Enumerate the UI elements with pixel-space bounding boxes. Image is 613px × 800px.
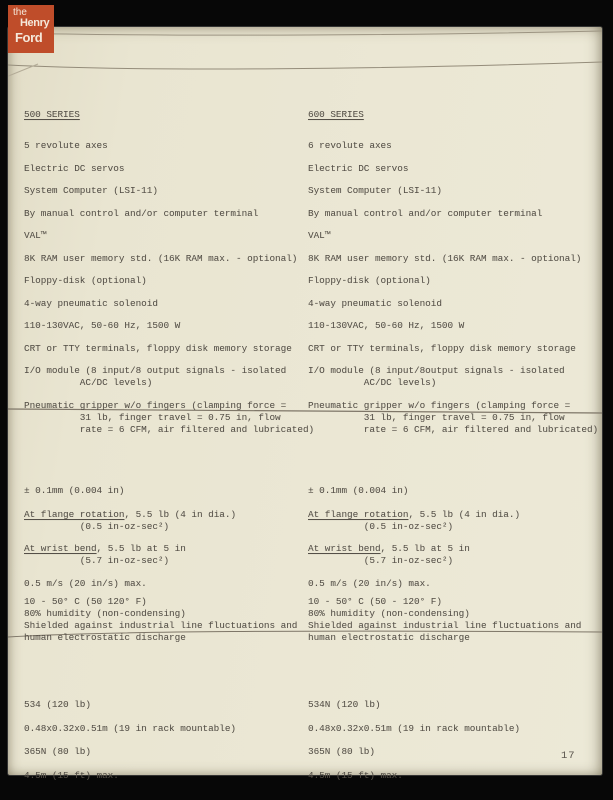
spec-line: I/O module (8 input/8 output signals - isolated <box>24 365 287 376</box>
spec-line: By manual control and/or computer terminal <box>308 207 543 219</box>
spec-line: Pneumatic gripper w/o fingers (clamping force = <box>308 399 571 411</box>
flange-rotation-label: At flange rotation <box>308 509 409 520</box>
spec-line-continuation: AC/DC levels) <box>308 377 437 388</box>
cable-length-line: 4.5m (15 ft) max. <box>308 770 403 781</box>
physical-600 <box>308 699 602 782</box>
wrist-bend-value: , 5.5 lb at 5 in <box>380 543 470 554</box>
env-line: human electrostatic discharge <box>24 632 186 643</box>
wrist-bend-sub: (5.7 in-oz-sec²) <box>24 555 170 566</box>
cable-length-line: 4.5m (15 ft) max. <box>24 770 119 781</box>
spec-line: 8K RAM user memory std. (16K RAM max. - optional) <box>308 252 582 264</box>
spec-line: 110-130VAC, 50-60 Hz, 1500 W <box>24 320 181 331</box>
wrist-bend-label: At wrist bend <box>308 543 381 554</box>
spec-line: CRT or TTY terminals, floppy disk memory storage <box>308 342 576 354</box>
spec-line: VAL™ <box>24 230 47 241</box>
env-line: human electrostatic discharge <box>308 632 470 643</box>
env-line: Shielded against industrial line fluctuations and <box>24 620 298 631</box>
flange-rotation-sub: (0.5 in-oz-sec²) <box>24 521 170 532</box>
paper-page <box>8 27 602 781</box>
logo-the-text: the <box>13 7 27 18</box>
spec-line: 6 revolute axes <box>308 140 392 151</box>
series-heading-600-text: 600 SERIES <box>308 109 364 120</box>
logo-henry-text: Henry <box>20 17 50 29</box>
accuracy-line: ± 0.1mm (0.004 in) <box>24 485 125 496</box>
spec-line: CRT or TTY terminals, floppy disk memory storage <box>24 342 292 354</box>
spec-line: System Computer (LSI-11) <box>24 185 158 196</box>
wrist-bend-line <box>24 543 309 555</box>
wrist-bend-label: At wrist bend <box>24 543 97 554</box>
spec-line: 5 revolute axes <box>24 140 108 151</box>
accuracy-line: ± 0.1mm (0.004 in) <box>308 485 409 496</box>
spec-line: By manual control and/or computer terminal <box>24 207 259 219</box>
page-top-edge-line <box>8 31 602 35</box>
spec-line: Floppy-disk (optional) <box>24 275 147 286</box>
spec-line-continuation: rate = 6 CFM, air filtered and lubricated) <box>24 423 315 435</box>
henry-ford-logo <box>8 5 54 53</box>
speed-line: 0.5 m/s (20 in/s) max. <box>24 578 147 589</box>
spec-line: VAL™ <box>308 230 331 241</box>
spec-line: Pneumatic gripper w/o fingers (clamping force = <box>24 399 287 411</box>
env-line: 10 - 50° C (50 120° F) <box>24 596 147 607</box>
spec-line-continuation: rate = 6 CFM, air filtered and lubricated) <box>308 423 599 435</box>
spec-line: I/O module (8 input/8output signals - isolated <box>308 365 565 376</box>
spec-line: 4-way pneumatic solenoid <box>24 297 158 309</box>
physical-500 <box>24 699 309 782</box>
env-line: 80% humidity (non-condensing) <box>308 608 470 619</box>
page-under-edge-line <box>8 62 602 69</box>
performance-600 <box>308 485 602 644</box>
payload-line: 365N (80 lb) <box>24 746 91 757</box>
env-line: Shielded against industrial line fluctuations and <box>308 620 582 631</box>
column-600-series <box>308 109 602 436</box>
spec-line: Floppy-disk (optional) <box>308 275 431 286</box>
flange-rotation-sub: (0.5 in-oz-sec²) <box>308 521 454 532</box>
flange-rotation-label: At flange rotation <box>24 509 125 520</box>
weight-line: 534N (120 lb) <box>308 699 381 710</box>
series-heading-600 <box>308 109 602 121</box>
wrist-bend-sub: (5.7 in-oz-sec²) <box>308 555 454 566</box>
flange-rotation-line <box>308 509 602 521</box>
dimensions-line: 0.48x0.32x0.51m (19 in rack mountable) <box>308 723 521 734</box>
payload-line: 365N (80 lb) <box>308 746 375 757</box>
logo-ford-text: Ford <box>15 30 43 45</box>
series-heading-500-text: 500 SERIES <box>24 109 80 120</box>
column-500-series <box>24 109 315 436</box>
flange-rotation-value: , 5.5 lb (4 in dia.) <box>124 509 237 520</box>
series-heading-500 <box>24 109 309 121</box>
spec-line: System Computer (LSI-11) <box>308 185 442 196</box>
flange-rotation-line <box>24 509 309 521</box>
spec-line-continuation: 31 lb, finger travel = 0.75 in, flow <box>24 411 281 423</box>
env-line: 80% humidity (non-condensing) <box>24 608 186 619</box>
spec-line-continuation: 31 lb, finger travel = 0.75 in, flow <box>308 411 565 423</box>
weight-line: 534 (120 lb) <box>24 699 91 710</box>
flange-rotation-value: , 5.5 lb (4 in dia.) <box>408 509 521 520</box>
page-number: 17 <box>561 750 576 762</box>
env-line: 10 - 50° C (50 - 120° F) <box>308 596 442 607</box>
spec-line: 110-130VAC, 50-60 Hz, 1500 W <box>308 320 465 331</box>
spec-line: Electric DC servos <box>24 162 125 174</box>
speed-line: 0.5 m/s (20 in/s) max. <box>308 578 431 589</box>
performance-500 <box>24 485 309 644</box>
spec-line: Electric DC servos <box>308 162 409 174</box>
spec-line: 4-way pneumatic solenoid <box>308 297 442 309</box>
dimensions-line: 0.48x0.32x0.51m (19 in rack mountable) <box>24 723 237 734</box>
wrist-bend-value: , 5.5 lb at 5 in <box>96 543 186 554</box>
spec-line-continuation: AC/DC levels) <box>24 377 153 388</box>
corner-crease-line <box>8 64 38 77</box>
wrist-bend-line <box>308 543 602 555</box>
spec-line: 8K RAM user memory std. (16K RAM max. - optional) <box>24 252 298 264</box>
